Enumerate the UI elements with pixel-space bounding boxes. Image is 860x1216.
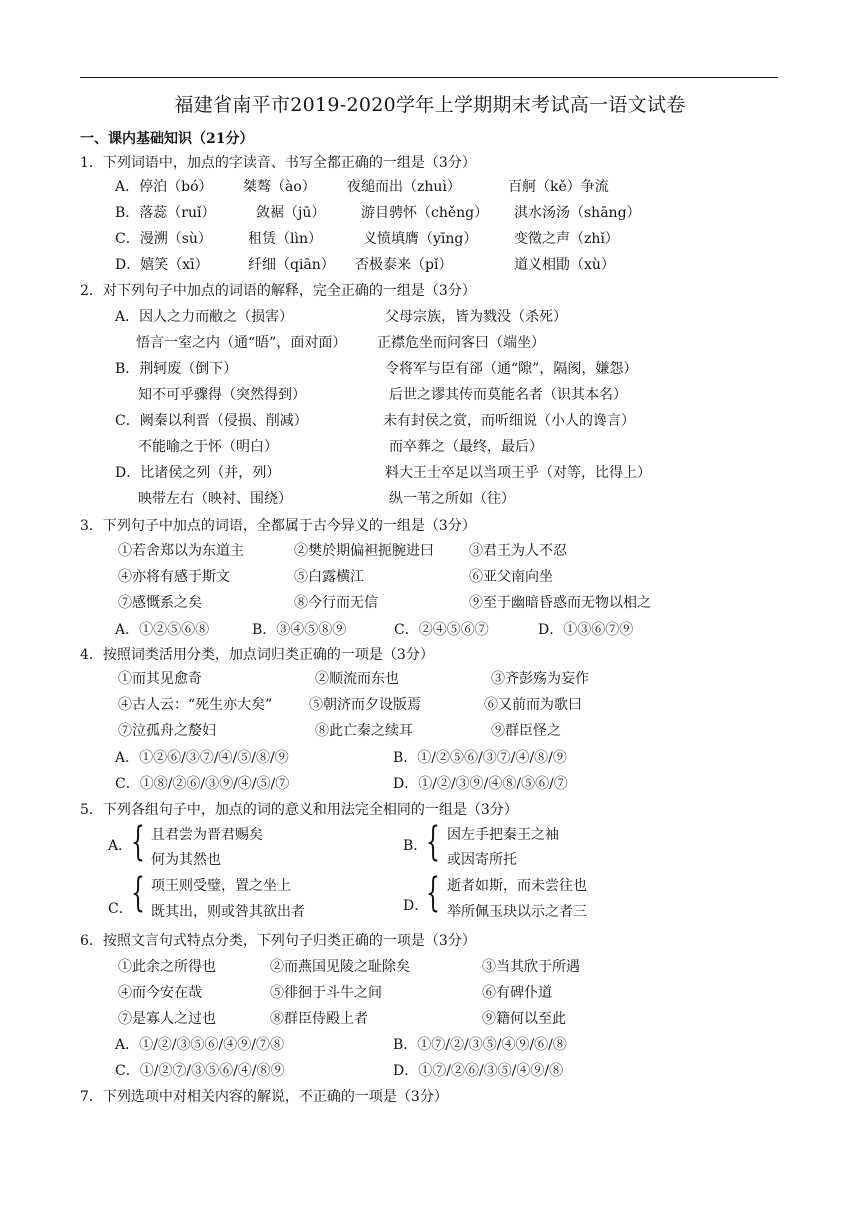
q1-option-c-4: 变徵之声（zhǐ）	[514, 231, 619, 247]
q6-item-1: ①此余之所得也	[118, 959, 216, 975]
q1-option-b-1: B．落蕊（ruǐ）	[115, 205, 216, 221]
q2-line-6-right: 而卒葬之（最终，最后）	[389, 439, 543, 455]
question-7-stem: 7．下列选项中对相关内容的解说，不正确的一项是（3分）	[80, 1089, 448, 1105]
q3-option-c: C．②④⑤⑥⑦	[394, 622, 489, 638]
q1-option-a-2: 桀骜（ào）	[243, 179, 316, 195]
q2-line-6-left: 不能喻之于怀（明白）	[138, 439, 278, 455]
q4-item-8: ⑧此亡秦之续耳	[315, 723, 413, 739]
section-heading: 一、课内基础知识（21分）	[80, 131, 254, 147]
question-6-stem: 6．按照文言句式特点分类，下列句子归类正确的一项是（3分）	[80, 933, 476, 949]
q6-item-8: ⑧群臣侍殿上者	[270, 1011, 368, 1027]
q2-line-7-left: D．比诸侯之列（并，列）	[115, 465, 281, 481]
q2-line-1-right: 父母宗族，皆为戮没（杀死）	[385, 309, 567, 325]
q3-item-1: ①若舍郑以为东道主	[118, 543, 244, 559]
q5-option-a-label: A．	[108, 838, 133, 854]
q4-option-d: D．①/②/③⑨/④⑧/⑤⑥/⑦	[393, 776, 568, 792]
q6-option-d: D．①⑦/②⑥/③⑤/④⑨/⑧	[393, 1063, 564, 1079]
question-1-stem: 1．下列词语中，加点的字读音、书写全都正确的一组是（3分）	[80, 155, 476, 171]
q3-item-3: ③君王为人不忍	[469, 543, 567, 559]
q5-option-b-line-2: 或因寄所托	[447, 852, 517, 868]
q4-item-1: ①而其见愈奇	[118, 671, 202, 687]
q5-option-d-line-1: 逝者如斯，而未尝往也	[447, 878, 587, 894]
q6-item-6: ⑥有碑仆道	[482, 985, 552, 1001]
q5-option-b-brace: {	[426, 819, 440, 865]
q6-item-9: ⑨籍何以至此	[482, 1011, 566, 1027]
question-2-stem: 2．对下列句子中加点的词语的解释，完全正确的一组是（3分）	[80, 283, 476, 299]
q3-option-a: A．①②⑤⑥⑧	[115, 622, 210, 638]
page-title: 福建省南平市2019-2020学年上学期期末考试高一语文试卷	[174, 94, 686, 116]
q3-item-7: ⑦感慨系之矣	[118, 595, 202, 611]
q1-option-d-3: 否极泰来（pǐ）	[355, 257, 453, 273]
q5-option-d-label: D．	[403, 898, 429, 914]
question-3-stem: 3．下列句子中加点的词语，全都属于古今异义的一组是（3分）	[80, 518, 476, 534]
q5-option-c-label: C．	[108, 901, 133, 917]
q5-option-a-line-2: 何为其然也	[151, 852, 221, 868]
q2-line-7-right: 料大王士卒足以当项王乎（对等，比得上）	[385, 465, 651, 481]
q4-item-9: ⑨群臣怪之	[491, 723, 561, 739]
q2-line-8-right: 纵一苇之所如（往）	[389, 491, 515, 507]
q6-item-2: ②而燕国见陵之耻除矣	[270, 959, 410, 975]
q2-line-8-left: 映带左右（映衬、围绕）	[138, 491, 292, 507]
q3-item-6: ⑥亚父南向坐	[469, 569, 553, 585]
q3-item-4: ④亦将有感于斯文	[118, 569, 230, 585]
question-5-stem: 5．下列各组句子中，加点的词的意义和用法完全相同的一组是（3分）	[80, 802, 518, 818]
q1-option-b-4: 淇水汤汤（shāng）	[514, 205, 641, 221]
q2-line-2-left: 悟言一室之内（通“晤”，面对面）	[136, 335, 347, 351]
q2-line-3-right: 令将军与臣有郤（通“隙”，隔阂，嫌怨）	[385, 361, 638, 377]
q6-item-3: ③当其欣于所遇	[482, 959, 580, 975]
q1-option-d-2: 纤细（qiān）	[248, 257, 335, 273]
q2-line-5-left: C．阙秦以利晋（侵损、削减）	[115, 413, 308, 429]
q1-option-c-2: 租赁（lìn）	[248, 231, 322, 247]
q2-line-1-left: A．因人之力而敝之（损害）	[115, 309, 294, 325]
q1-option-c-1: C．漫溯（sù）	[115, 231, 212, 247]
q2-line-5-right: 未有封侯之赏，而听细说（小人的谗言）	[383, 413, 635, 429]
q1-option-a-3: 夜缒而出（zhuì）	[347, 179, 461, 195]
q6-option-b: B．①⑦/②/③⑤/④⑨/⑥/⑧	[393, 1037, 567, 1053]
q2-line-4-right: 后世之谬其传而莫能名者（识其本名）	[389, 387, 627, 403]
q5-option-a-brace: {	[131, 819, 145, 865]
question-4-stem: 4．按照词类活用分类，加点词归类正确的一项是（3分）	[80, 647, 434, 663]
q5-option-c-brace: {	[131, 870, 145, 916]
q6-item-7: ⑦是寡人之过也	[118, 1011, 216, 1027]
q3-item-2: ②樊於期偏袒扼腕进曰	[294, 543, 434, 559]
q5-option-c-line-2: 既其出，则或咎其欲出者	[151, 904, 305, 920]
q1-option-a-4: 百舸（kě）争流	[508, 179, 609, 195]
q4-item-2: ②顺流而东也	[315, 671, 399, 687]
q2-line-4-left: 知不可乎骤得（突然得到）	[138, 387, 306, 403]
q3-item-8: ⑧今行而无信	[294, 595, 378, 611]
q6-option-c: C．①/②⑦/③⑤⑥/④/⑧⑨	[115, 1063, 285, 1079]
q1-option-d-4: 道义相勖（xù）	[514, 257, 615, 273]
q1-option-b-3: 游目骋怀（chěng）	[361, 205, 489, 221]
q2-line-2-right: 正襟危坐而问客曰（端坐）	[377, 335, 545, 351]
q6-item-4: ④而今安在哉	[118, 985, 202, 1001]
q5-option-b-line-1: 因左手把秦王之袖	[447, 827, 559, 843]
q3-item-5: ⑤白露横江	[294, 569, 364, 585]
q1-option-a-1: A．停泊（bó）	[115, 179, 213, 195]
q4-item-5: ⑤朝济而夕设版焉	[309, 697, 421, 713]
q6-option-a: A．①/②/③⑤⑥/④⑨/⑦⑧	[115, 1037, 284, 1053]
q1-option-c-3: 义愤填膺（yīng）	[363, 231, 478, 247]
q3-option-b: B．③④⑤⑧⑨	[252, 622, 347, 638]
q4-item-3: ③齐彭殇为妄作	[491, 671, 589, 687]
q4-item-4: ④古人云：“死生亦大矣”	[118, 697, 273, 713]
q5-option-b-label: B．	[403, 838, 428, 854]
q4-item-6: ⑥又前而为歌曰	[484, 697, 582, 713]
q4-item-7: ⑦泣孤舟之嫠妇	[118, 723, 216, 739]
q5-option-d-brace: {	[426, 870, 440, 916]
q4-option-c: C．①⑧/②⑥/③⑨/④/⑤/⑦	[115, 776, 290, 792]
q4-option-a: A．①②⑥/③⑦/④/⑤/⑧/⑨	[115, 750, 289, 766]
header-rule	[80, 77, 778, 78]
q3-item-9: ⑨至于幽暗昏惑而无物以相之	[469, 595, 651, 611]
q5-option-a-line-1: 且君尝为晋君赐矣	[151, 827, 263, 843]
q2-line-3-left: B．荆轲废（倒下）	[115, 361, 238, 377]
q1-option-b-2: 敛裾（jū）	[256, 205, 326, 221]
q6-item-5: ⑤徘徊于斗牛之间	[270, 985, 382, 1001]
q5-option-d-line-2: 举所佩玉玦以示之者三	[447, 904, 587, 920]
q3-option-d: D．①③⑥⑦⑨	[538, 622, 634, 638]
q5-option-c-line-1: 项王则受璧，置之坐上	[151, 878, 291, 894]
q4-option-b: B．①/②⑤⑥/③⑦/④/⑧/⑨	[393, 750, 567, 766]
q1-option-d-1: D．嬉笑（xī）	[115, 257, 209, 273]
